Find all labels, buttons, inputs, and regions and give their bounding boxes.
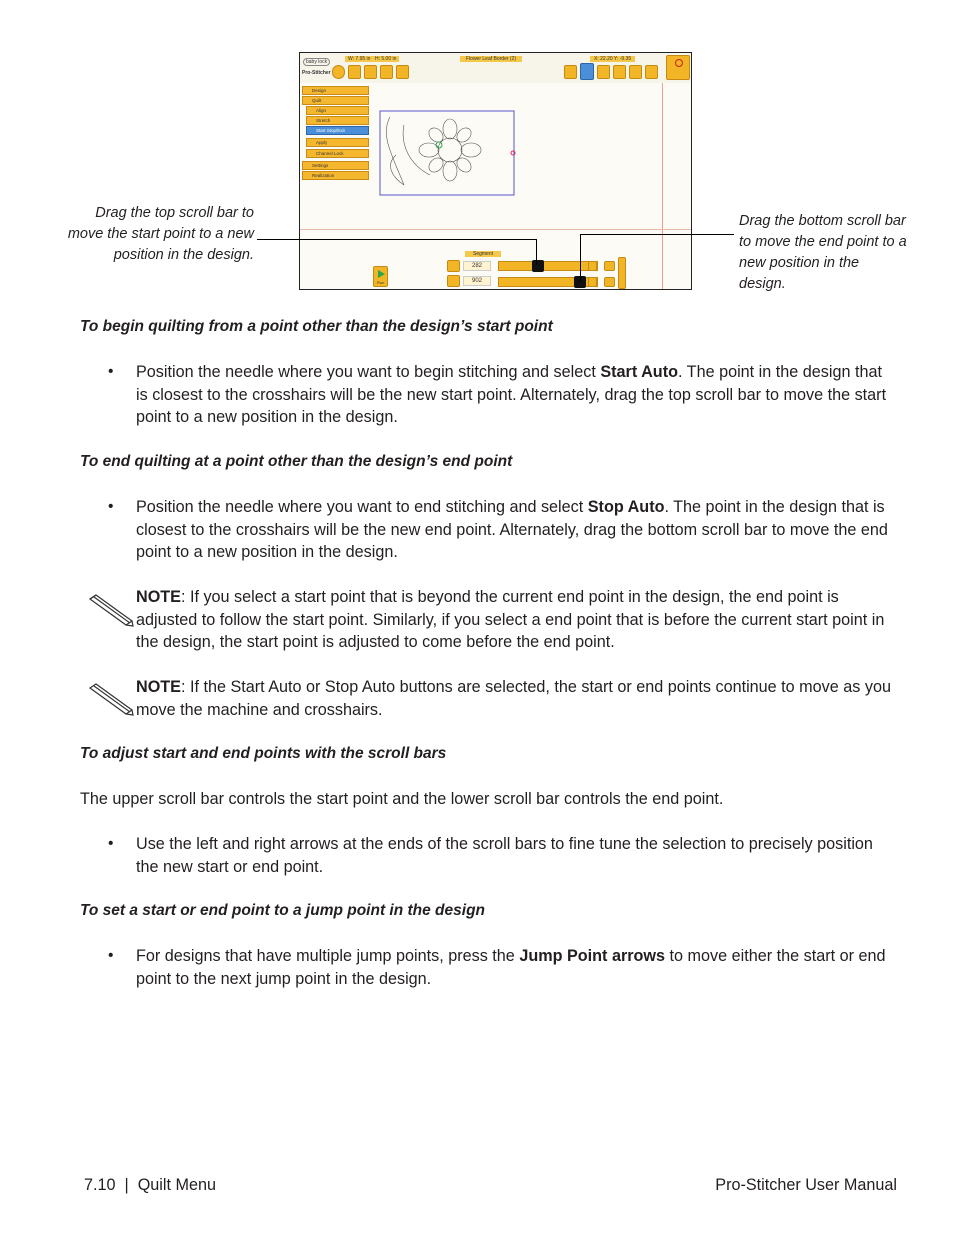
bullet-marker: • (108, 947, 114, 964)
start-right-arrow[interactable] (588, 261, 597, 271)
coords-readout: X: 22.20 Y: -9.35 (590, 56, 635, 62)
toolbar-button[interactable] (564, 65, 577, 79)
start-scroll-bar[interactable] (498, 261, 598, 271)
segment-label: Segment (465, 251, 501, 257)
menu-settings[interactable]: Settings (302, 161, 369, 170)
callout-leader-line (536, 239, 537, 265)
run-label: Run (377, 280, 385, 285)
menu-stretch[interactable]: Stretch (306, 116, 369, 125)
toolbar-button[interactable] (613, 65, 626, 79)
boundary-line (662, 83, 663, 290)
section-heading: To adjust start and end points with the scroll bars (80, 745, 447, 762)
callout-bottom-scroll: Drag the bottom scroll bar to move the end point to a new position in the design. (739, 213, 907, 292)
menu-design[interactable]: Design (302, 86, 369, 95)
bullet-text: For designs that have multiple jump points, press the Jump Point arrows to move either the start or end point to the next jump point in the design. (136, 947, 886, 988)
width-label: W: 7.95 in (345, 56, 373, 62)
screenshot-figure (299, 52, 692, 290)
menu-quilt[interactable]: Quilt (302, 96, 369, 105)
note-text: NOTE: If the Start Auto or Stop Auto buttons are selected, the start or end points continue to move as you move the machine and crosshairs. (136, 678, 891, 719)
footer-page-section: 7.10 | Quilt Menu (84, 1176, 216, 1194)
logo: baby lock (303, 58, 330, 66)
paragraph: The upper scroll bar controls the start point and the lower scroll bar controls the end point. (80, 790, 724, 808)
menu-start-stop[interactable]: Start Stop/Exit (306, 126, 369, 135)
height-label: H: 5.00 in (372, 56, 399, 62)
toolbar-button-active[interactable] (580, 63, 594, 80)
toolbar-button[interactable] (380, 65, 393, 79)
callout-leader-line (580, 234, 734, 235)
menu-align[interactable]: Align (306, 106, 369, 115)
note-text: NOTE: If you select a start point that is beyond the current end point in the design, the end point is adjusted to follow the start point. Similarly, if you select a end point that is before the current start point in the design, the start point is adjusted to come before the end point. (136, 588, 885, 652)
callout-leader-line (257, 239, 537, 240)
end-point-value[interactable]: 902 (463, 276, 491, 286)
start-scroll-thumb[interactable] (532, 260, 544, 272)
toolbar-button[interactable] (597, 65, 610, 79)
footer-manual-title: Pro-Stitcher User Manual (715, 1176, 897, 1194)
design-name: Flower Leaf Border (2) (460, 56, 522, 62)
menu-channel-lock[interactable]: Channel Lock (306, 149, 369, 158)
pencil-icon (86, 682, 134, 716)
bullet-text: Position the needle where you want to end stitching and select Stop Auto. The point in the design that is closest to the crosshairs will be the new end point. Alternately, drag the bottom scroll bar to move the end point to a new position in the design. (136, 498, 888, 562)
bullet-marker: • (108, 363, 114, 380)
callout-top-scroll: Drag the top scroll bar to move the start point to a new position in the design. (67, 205, 254, 263)
bullet-marker: • (108, 835, 114, 852)
section-heading: To set a start or end point to a jump point in the design (80, 902, 486, 919)
section-heading: To begin quilting from a point other than the design’s start point (80, 318, 553, 335)
bullet-marker: • (108, 498, 114, 515)
run-button[interactable] (373, 266, 388, 287)
jump-left-arrow[interactable] (604, 261, 615, 271)
bullet-text: Position the needle where you want to begin stitching and select Start Auto. The point in the design that is closest to the crosshairs will be the new start point. Alternately, drag the top scroll bar to move the start point to a new position in the design. (136, 363, 887, 427)
section-heading: To end quilting at a point other than the design’s end point (80, 453, 513, 470)
bullet-text: Use the left and right arrows at the ends of the scroll bars to fine tune the selection to precisely position the new start or end point. (136, 835, 873, 876)
end-right-arrow[interactable] (588, 277, 597, 287)
toolbar-button[interactable] (348, 65, 361, 79)
boundary-line (300, 229, 692, 230)
toolbar-button[interactable] (645, 65, 658, 79)
design-preview (370, 105, 530, 205)
toolbar-button[interactable] (396, 65, 409, 79)
pencil-icon (86, 593, 134, 627)
start-point-value[interactable]: 282 (463, 261, 491, 271)
menu-apply[interactable]: Apply (306, 138, 369, 147)
no-motor-icon (675, 59, 683, 67)
jump-left-arrow[interactable] (604, 277, 615, 287)
toolbar-button[interactable] (364, 65, 377, 79)
play-icon (378, 270, 385, 278)
home-button[interactable] (332, 65, 345, 79)
stop-auto-button[interactable] (447, 275, 460, 287)
menu-realization[interactable]: Realization (302, 171, 369, 180)
logo-sub: Pro-Stitcher (302, 70, 331, 76)
start-auto-button[interactable] (447, 260, 460, 272)
toolbar-button[interactable] (629, 65, 642, 79)
jump-points-panel[interactable] (618, 257, 626, 289)
enable-motors-button[interactable] (666, 55, 690, 80)
callout-leader-line (580, 234, 581, 282)
